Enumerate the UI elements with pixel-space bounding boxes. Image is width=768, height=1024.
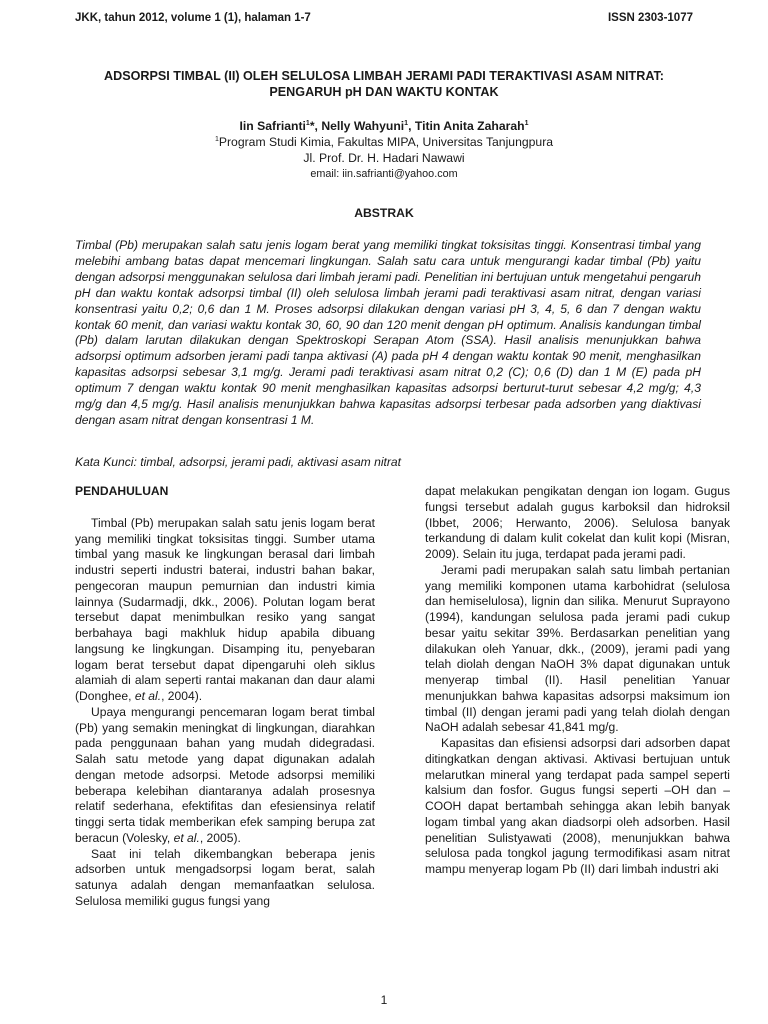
abstract-heading: ABSTRAK	[354, 206, 414, 220]
address: Jl. Prof. Dr. H. Hadari Nawawi	[303, 151, 465, 165]
author-1: Iin Safrianti	[239, 119, 306, 133]
corresponding-mark: *,	[309, 119, 322, 133]
author-block	[60, 118, 708, 182]
right-paragraph-1: dapat melakukan pengikatan dengan ion logam. Gugus fungsi tersebut adalah gugus karboksil dan hidroksil (Ibbet, 2006; Herwanto, 2006). Selulosa banyak terkandung di dalam kulit cokelat dan kulit kopi (Misran, 2009). Selain itu juga, terdapat pada jerami padi.	[425, 484, 730, 561]
keywords: Kata Kunci: timbal, adsorpsi, jerami padi, aktivasi asam nitrat	[75, 455, 401, 469]
left-paragraph-1-end: , 2004).	[161, 689, 203, 703]
right-paragraph-3: Kapasitas dan efisiensi adsorpsi dari adsorben dapat ditingkatkan dengan aktivasi. Aktivasi bertujuan untuk melarutkan mineral yang terdapat pada sampel seperti kalsium dan fosfor. Gugus fungsi seperti –OH dan –COOH dapat bertambah sehingga akan lebih banyak logam timbal yang akan diadsorpi oleh adsorben. Hasil penelitian Sulistyawati (2008), menunjukkan bahwa selulosa pada tongkol jagung termodifikasi asam nitrat mampu menyerap logam Pb (II) dari limbah industri aki	[425, 736, 730, 876]
affiliation	[60, 134, 708, 150]
page-number: 1	[380, 993, 388, 1007]
section-heading-introduction: PENDAHULUAN	[75, 484, 169, 498]
author-separator: ,	[408, 119, 415, 133]
author-2-affiliation-mark: 1	[404, 120, 409, 127]
author-2: Nelly Wahyuni	[321, 119, 405, 133]
paper-title	[60, 68, 708, 100]
left-paragraph-2-end: , 2005).	[199, 830, 241, 845]
left-paragraph-3: Saat ini telah dikembangkan beberapa jenis adsorben untuk mengadsorpsi logam berat, salah satunya adalah dengan memanfaatkan selulosa. Selulosa memiliki gugus fungsi yang	[75, 846, 375, 908]
abstract-text: Timbal (Pb) merupakan salah satu jenis logam berat yang memiliki tingkat toksisitas tinggi. Konsentrasi timbal yang melebihi ambang batas dapat mencemari lingkungan. Salah satu cara untuk mengurangi kadar timbal (Pb) yaitu dengan adsorpsi menggunakan selulosa dari limbah jerami padi. Penelitian ini bertujuan untuk mengetahui pengaruh pH dan waktu kontak adsorpsi timbal (II) oleh selulosa limbah jerami padi teraktivasi asam nitrat, dengan variasi konsentrasi yaitu 0,2; 0,6 dan 1 M. Proses adsorpsi dilakukan dengan variasi pH 3, 4, 5, 6 dan 7 dengan waktu kontak 60 menit, dan variasi waktu kontak 30, 60, 90 dan 120 menit dengan pH optimum. Analisis kandungan timbal (Pb) dalam larutan dilakukan dengan Spektroskopi Serapan Atom (SSA). Hasil analisis menunjukkan bahwa adsorpsi optimum adsorben jerami padi tanpa aktivasi (A) pada pH 4 dengan waktu kontak 90 menit, menghasilkan kapasitas adsorpsi sebesar 3,1 mg/g. Jerami padi teraktivasi asam nitrat 0,2 (C); 0,6 (D) dan 1 M (E) pada pH optimum 7 dengan waktu kontak 90 menit menghasilkan kapasitas adsorpsi berturut-turut sebesar 4,2 mg/g; 4,3 mg/g dan 4,5 mg/g. Hasil analisis menunjukkan bahwa kapasitas adsorpsi terbesar pada adsorben yang diaktivasi dengan asam nitrat dengan konsentrasi 1 M.	[75, 238, 701, 427]
right-paragraph-2: Jerami padi merupakan salah satu limbah pertanian yang memiliki komponen utama karbohidrat (selulosa dan hemiselulosa), lignin dan silika. Menurut Suprayono (1994), kandungan selulosa pada jerami padi cukup besar yaitu sekitar 39%. Berdasarkan penelitian yang dilakukan oleh Yanuar, dkk., (2009), jerami padi yang telah diolah dengan NaOH 3% dapat digunakan untuk menyerap timbal (II). Hasil penelitian Yanuar menunjukkan bahwa kapasitas adsorpsi maksimum ion timbal (II) dengan jerami padi yang telah diolah dengan NaOH adalah sebesar 41,841 mg/g.	[425, 562, 730, 735]
running-header	[75, 12, 693, 28]
issn: ISSN 2303-1077	[607, 12, 693, 24]
left-paragraph-1-text: Timbal (Pb) merupakan salah satu jenis logam berat yang memiliki tingkat toksisitas tinggi. Sumber utama timbal yang masuk ke lingkungan berasal dari limbah industri seperti industri baterai, industri bahan bakar, pengecoran maupun pemurnian dan industri kimia lainnya (Sudarmadji, dkk., 2006). Polutan logam berat tersebut dapat menimbulkan resiko yang sangat berbahaya bagi makhluk hidup apabila dibuang langsung ke lingkungan. Disamping itu, penyebaran logam berat tersebut dapat dipengaruhi oleh siklus alamiah di alam seperti rantai makanan dan daur alami (Donghee,	[75, 515, 375, 703]
left-paragraph-2-text: Upaya mengurangi pencemaran logam berat timbal (Pb) yang semakin meningkat di lingkungan, diarahkan pada penggunaan bahan yang mudah didegradasi. Salah satu metode yang dapat digunakan adalah dengan metode adsorpsi. Metode adsorpsi memiliki beberapa kelebihan diantaranya adalah prosesnya relatif sederhana, efektifitas dan efesiensinya relatif tinggi serta tidak memberikan efek samping berupa zat beracun (Volesky,	[75, 704, 375, 845]
left-paragraph-2-etal: et al.	[173, 830, 200, 845]
journal-citation: JKK, tahun 2012, volume 1 (1), halaman 1-7	[75, 12, 311, 24]
author-3: Titin Anita Zaharah	[414, 119, 525, 133]
left-column	[75, 484, 375, 910]
affiliation-mark: 1	[214, 136, 219, 143]
right-column	[425, 484, 730, 878]
author-names	[60, 118, 708, 134]
left-paragraph-1	[75, 516, 375, 705]
affiliation-text: Program Studi Kimia, Fakultas MIPA, Universitas Tanjungpura	[218, 135, 554, 149]
title-line-1: ADSORPSI TIMBAL (II) OLEH SELULOSA LIMBAH JERAMI PADI TERAKTIVASI ASAM NITRAT:	[104, 69, 664, 83]
left-paragraph-1-etal: et al.	[134, 689, 162, 703]
email: email: iin.safrianti@yahoo.com	[310, 168, 458, 180]
author-3-affiliation-mark: 1	[524, 120, 529, 127]
left-paragraph-2	[75, 705, 375, 847]
author-1-affiliation-mark: 1	[305, 120, 310, 127]
title-line-2: PENGARUH pH DAN WAKTU KONTAK	[269, 85, 499, 99]
